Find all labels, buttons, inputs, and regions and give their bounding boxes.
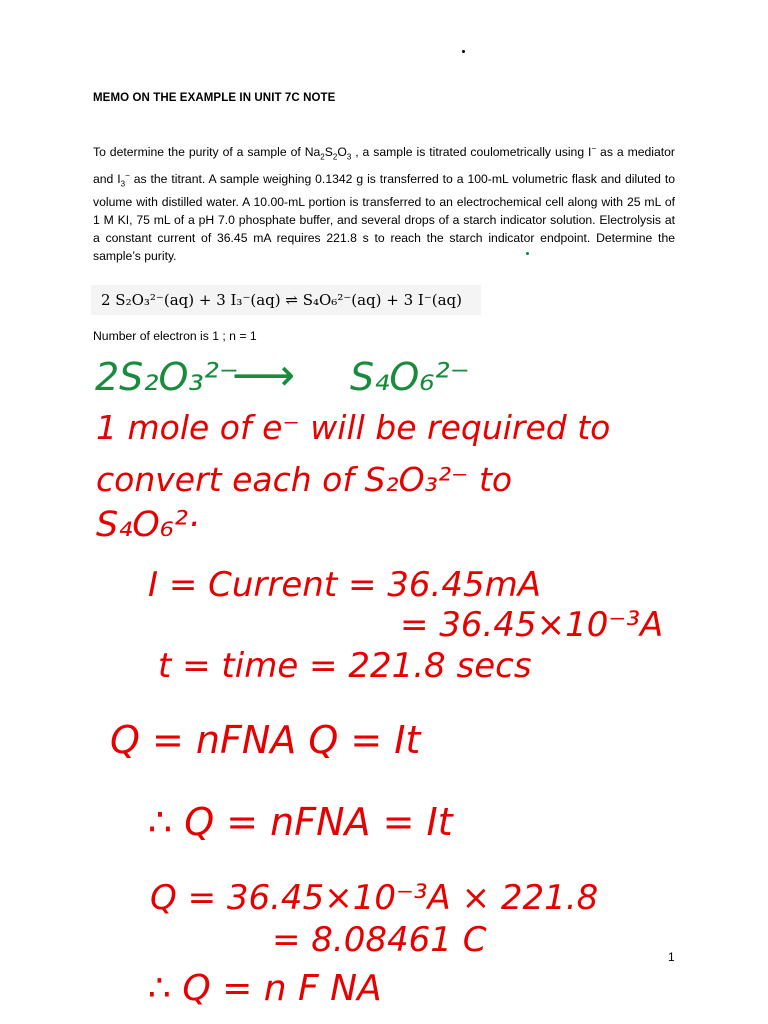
hw-charge-result: = 8.08461 C — [272, 920, 487, 960]
hw-current-si: = 36.45×10⁻³A — [400, 605, 664, 645]
hw-charge-equality: ∴ Q = nFNA = It — [148, 800, 453, 844]
hw-arrow: ⟶ — [232, 350, 296, 401]
memo-title: MEMO ON THE EXAMPLE IN UNIT 7C NOTE — [93, 92, 336, 104]
problem-paragraph: To determine the purity of a sample of $Na_2S_2O_3$ , a sample is titrated coulometrically using I− as a mediator and $I_3^-$ as the titrant. A sample weighing 0.1342 g is transferred to a 100-mL volumetric flask and diluted to volume with distilled water. A 10.00-mL portion is transferred to an electrochemical cell along with 25 mL of 1 M KI, 75 mL of a pH 7.0 phosphate buffer, and several drops of a starch indicator solution. Electrolysis at a constant current of 36.45 mA requires 221.8 s to reach the starch indicator endpoint. Determine the sample’s purity. — [93, 144, 675, 263]
hw-current: I = Current = 36.45mA — [148, 565, 541, 605]
hw-line-mole: 1 mole of e⁻ will be required to — [96, 408, 611, 447]
hw-charge-calc: Q = 36.45×10⁻³A × 221.8 — [150, 878, 599, 918]
hw-line-tetrathionate: S₄O₆²· — [96, 505, 199, 545]
reaction-equation: 2 S₂O₃²⁻(aq) + 3 I₃⁻(aq) ⇌ S₄O₆²⁻(aq) + 3 I⁻(aq) — [91, 285, 481, 315]
page-number: 1 — [668, 950, 675, 964]
hw-reactant: 2S₂O₃²⁻ — [95, 355, 239, 399]
hw-product: S₄O₆²⁻ — [350, 355, 470, 399]
electron-count: Number of electron is 1 ; n = 1 — [93, 329, 257, 343]
hw-time: t = time = 221.8 secs — [158, 646, 532, 686]
hw-charge-formulas: Q = nFNA Q = It — [110, 718, 421, 762]
hw-charge-final: ∴ Q = n F NA — [148, 968, 382, 1009]
hw-line-convert: convert each of S₂O₃²⁻ to — [96, 460, 513, 499]
